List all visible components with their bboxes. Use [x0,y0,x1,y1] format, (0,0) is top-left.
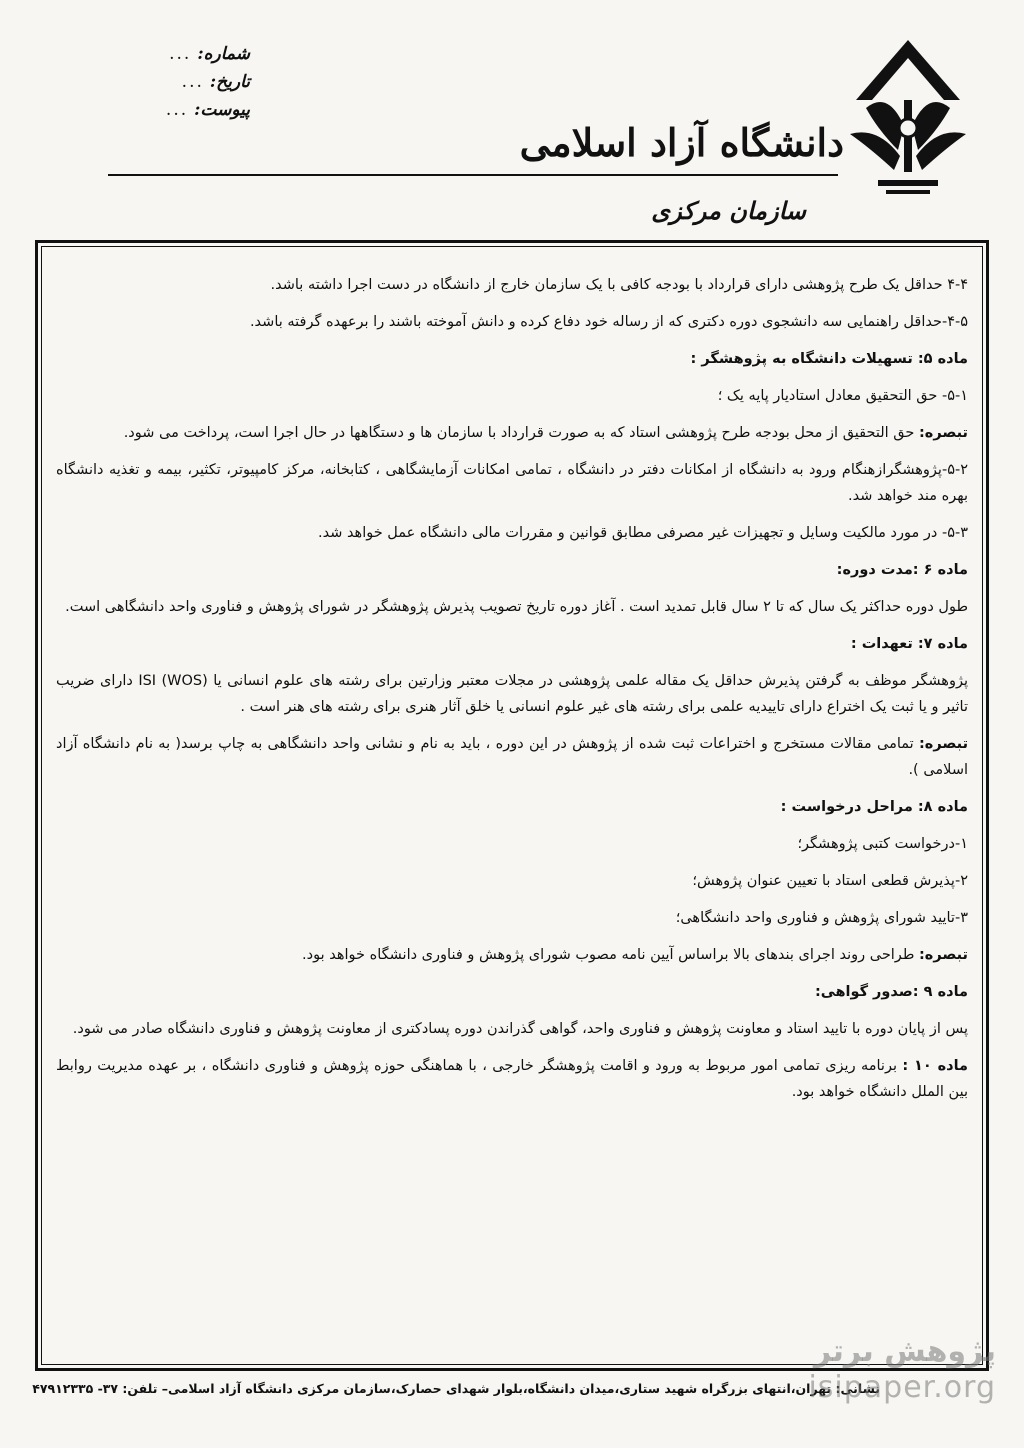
organization-name: سازمان مرکزی [651,196,806,225]
note-paragraph: تبصره: تمامی مقالات مستخرج و اختراعات ثبت شده از پژوهش در این دوره ، باید به نام و نشانی واحد دانشگاهی به چاپ برسد( به نام دانشگاه آزاد اسلامی ). [56,736,969,778]
meta-number [110,40,250,68]
paragraph: ۵-۲-پژوهشگرازهنگام ورود به دانشگاه از امکانات دفتر در دانشگاه ، تمامی امکانات آزمایشگاهی ، کتابخانه، مرکز کامپیوتر، تکثیر، بیمه و تغذیه دانشگاه بهره مند خواهد شد. [56,462,968,504]
paragraph: پژوهشگر موظف به گرفتن پذیرش حداقل یک مقاله علمی پژوهشی در مجلات معتبر وزارتین برای رشته های علوم انسانی یا ISI (WOS) دارای ضریب تاثیر و یا ثبت یک اختراع دارای تاییدیه علمی برای رشته های غیر علوم انسانی یا خلق آثار هنری برای رشته های هنر است . [56,673,968,715]
meta-value: ... [165,100,189,120]
letter-meta [110,40,250,124]
note-paragraph: تبصره: طراحی روند اجرای بندهای بالا براساس آیین نامه مصوب شورای پژوهش و فناوری دانشگاه خواهد بود. [302,947,968,963]
paragraph: پس از پایان دوره با تایید استاد و معاونت پژوهش و فناوری واحد، گواهی گذراندن دوره پسادکتری از معاونت پژوهش و فناوری دانشگاه صادر می شود. [72,1021,968,1037]
list-item: ۳-تایید شورای پژوهش و فناوری واحد دانشگاهی؛ [675,910,968,926]
header-divider [108,174,838,176]
note-label: تبصره: [918,425,968,441]
paragraph: طول دوره حداکثر یک سال که تا ۲ سال قابل تمدید است . آغاز دوره تاریخ تصویب پذیرش پژوهشگر در شورای پژوهش و فناوری واحد دانشگاهی است. [65,599,968,615]
meta-date [110,68,250,96]
note-label: ماده ۱۰ : [902,1058,969,1074]
watermark-url: isipaper.org [808,1370,996,1405]
meta-label: شماره: [197,44,250,64]
meta-value: ... [181,72,204,92]
section-heading: ماده ۷: تعهدات : [850,636,968,652]
meta-label: تاریخ: [209,72,250,92]
list-item: ۱-درخواست کتبی پژوهشگر؛ [797,836,968,852]
watermark-persian: پژوهش برتر [813,1334,996,1369]
list-item: ۲-پذیرش قطعی استاد با تعیین عنوان پژوهش؛ [692,873,968,889]
note-paragraph: ماده ۱۰ : برنامه ریزی تمامی امور مربوط به ورود و اقامت پژوهشگر خارجی ، با هماهنگی حوزه پژوهش و فناوری دانشگاه ، بر عهده مدیریت روابط بین الملل دانشگاه خواهد بود. [56,1058,969,1100]
meta-label: پیوست: [194,100,250,120]
note-label: تبصره: [918,736,969,752]
section-heading: ماده ۵: تسهیلات دانشگاه به پژوهشگر : [690,351,968,367]
paragraph: ۴-۵-حداقل راهنمایی سه دانشجوی دوره دکتری که از رساله خود دفاع کرده و دانش آموخته باشند را برعهده گرفته باشد. [249,314,968,330]
paragraph: ۵-۱- حق التحقیق معادل استادیار پایه یک ؛ [717,388,968,404]
meta-attachment [110,96,250,124]
university-title: دانشگاه آزاد اسلامی [519,120,844,165]
meta-value: ... [169,44,192,64]
section-heading: ماده ۹ :صدور گواهی: [814,984,968,1000]
section-heading: ماده ۶ :مدت دوره: [836,562,968,578]
paragraph: ۵-۳- در مورد مالکیت وسایل و تجهیزات غیر مصرفی مطابق قوانین و مقررات مالی دانشگاه عمل خواهد شد. [317,525,968,541]
note-label: تبصره: [918,947,968,963]
watermark [808,1334,996,1406]
footer-address: نشانی: تهران،انتهای بزرگراه شهید ستاری،میدان دانشگاه،بلوار شهدای حصارک،سازمان مرکزی دانشگاه آزاد اسلامی– تلفن: ۳۷- ۴۷۹۱۲۳۳۵ [32,1381,880,1396]
document-body [56,272,968,1116]
note-paragraph: تبصره: حق التحقیق از محل بودجه طرح پژوهشی استاد که به صورت قرارداد با سازمان ها و دستگاهها در حال اجرا است، پرداخت می شود. [123,425,968,441]
paragraph: ۴-۴ حداقل یک طرح پژوهشی دارای قرارداد با بودجه کافی با یک سازمان خارج از دانشگاه در دست اجرا داشته باشد. [270,277,968,293]
section-heading: ماده ۸: مراحل درخواست : [780,799,968,815]
university-logo [848,30,968,200]
